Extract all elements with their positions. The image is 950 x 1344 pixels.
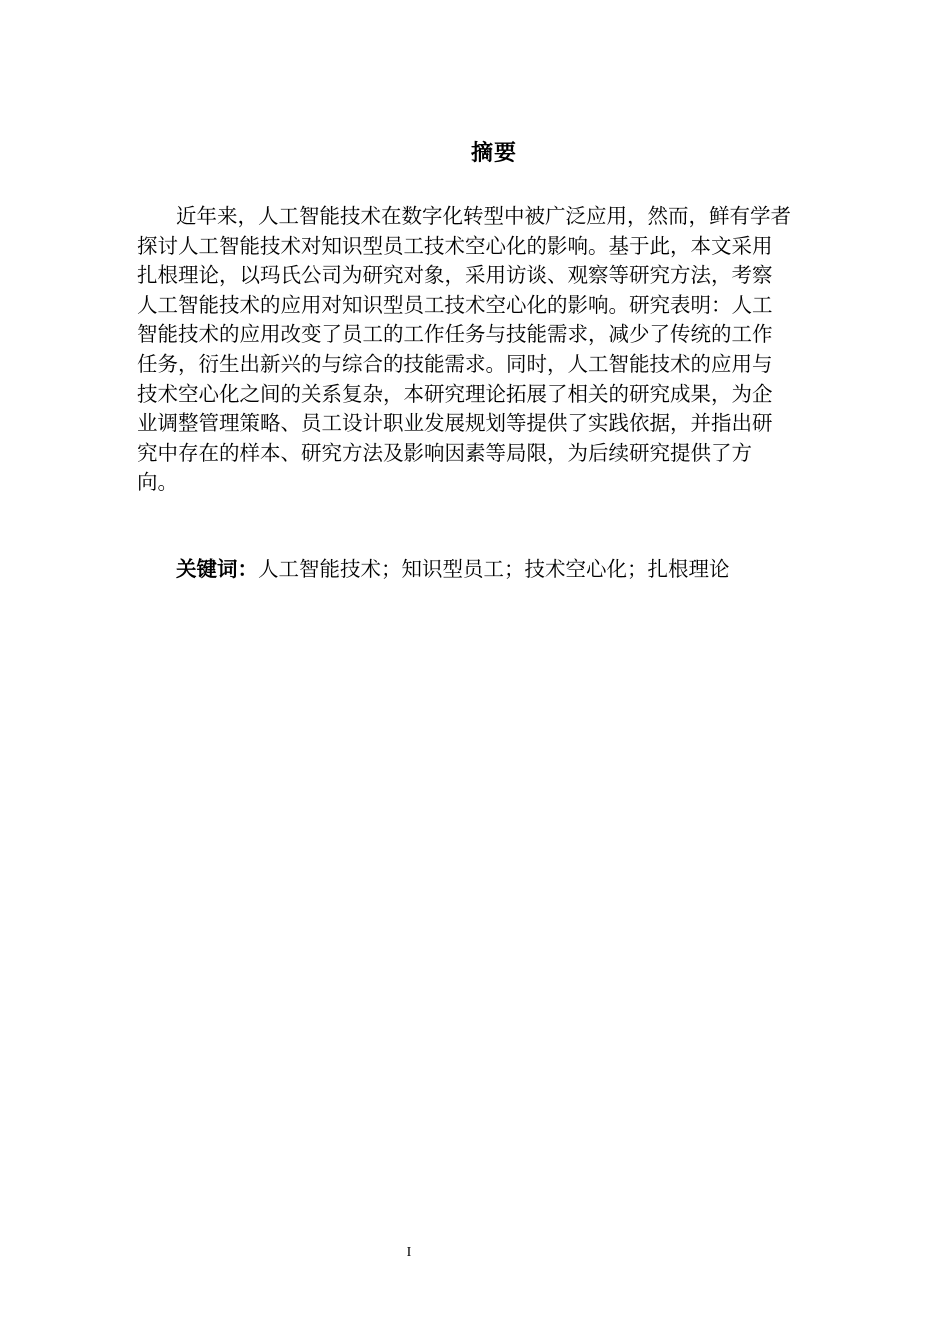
abstract-line: 技术空心化之间的关系复杂，本研究理论拓展了相关的研究成果，为企 [137, 381, 773, 406]
page-number: I [406, 1245, 412, 1260]
abstract-line: 近年来，人工智能技术在数字化转型中被广泛应用，然而，鲜有学者 [176, 204, 791, 228]
keywords-list: 人工智能技术；知识型员工；技术空心化；扎根理论 [258, 557, 730, 581]
abstract-line: 究中存在的样本、研究方法及影响因素等局限，为后续研究提供了方 [137, 440, 752, 465]
abstract-line: 向。 [137, 470, 178, 495]
abstract-title: 摘要 [470, 141, 517, 166]
keywords-label: 关键词： [176, 557, 258, 581]
abstract-body [137, 202, 857, 498]
abstract-line: 人工智能技术的应用对知识型员工技术空心化的影响。研究表明：人工 [137, 292, 773, 317]
keywords-line [176, 554, 730, 585]
abstract-line: 探讨人工智能技术对知识型员工技术空心化的影响。基于此，本文采用 [137, 233, 773, 258]
abstract-line: 扎根理论，以玛氏公司为研究对象，采用访谈、观察等研究方法，考察 [137, 263, 773, 288]
abstract-line: 智能技术的应用改变了员工的工作任务与技能需求，减少了传统的工作 [137, 322, 773, 347]
abstract-line: 业调整管理策略、员工设计职业发展规划等提供了实践依据，并指出研 [137, 411, 773, 436]
abstract-line: 任务，衍生出新兴的与综合的技能需求。同时，人工智能技术的应用与 [137, 351, 773, 376]
